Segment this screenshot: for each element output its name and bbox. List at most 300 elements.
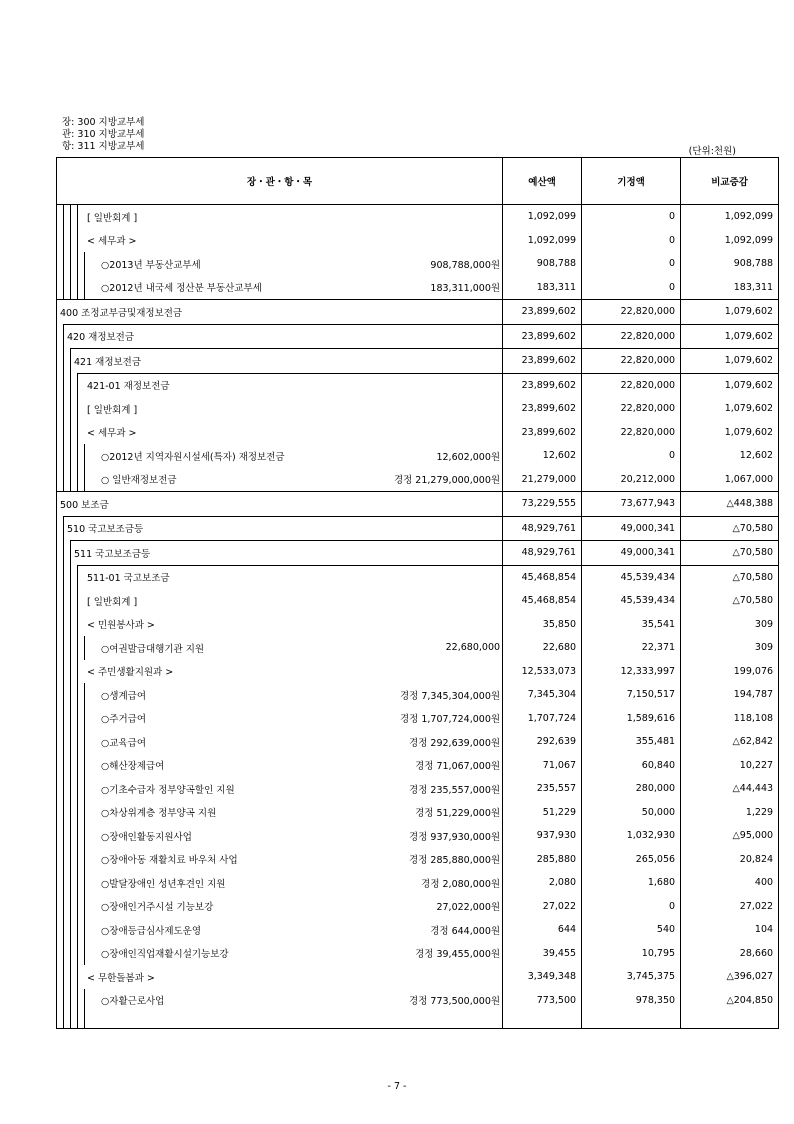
indent-cell — [64, 707, 71, 731]
table-row — [57, 589, 779, 613]
table-row — [57, 444, 779, 468]
indent-cell — [57, 660, 64, 684]
row-label: ○차상위계층 정부양곡 지원 — [85, 801, 325, 825]
hang-line: 항: 311 지방교부세 — [62, 141, 145, 152]
table-row — [57, 683, 779, 707]
table-row — [57, 349, 779, 374]
row-amount: 경정 285,880,000원 — [409, 855, 501, 867]
row-amount — [325, 565, 503, 589]
indent-cell — [71, 918, 78, 942]
row-budget: 23,899,602 — [503, 324, 582, 349]
row-budget: 48,929,761 — [503, 541, 582, 566]
col-prior-header: 기정액 — [582, 158, 681, 205]
row-prior: 0 — [582, 895, 681, 919]
row-label: < 민원봉사과 > — [78, 613, 325, 637]
row-diff: △70,580 — [681, 565, 779, 589]
table-row — [57, 300, 779, 325]
indent-cell — [64, 589, 71, 613]
indent-cell — [71, 613, 78, 637]
jang-line: 장: 300 지방교부세 — [62, 117, 145, 128]
indent-cell — [64, 421, 71, 445]
indent-cell — [71, 205, 78, 229]
row-label: 511 국고보조금등 — [71, 541, 325, 566]
indent-cell — [57, 989, 64, 1013]
table-row — [57, 492, 779, 517]
indent-cell — [57, 871, 64, 895]
indent-cell — [64, 848, 71, 872]
indent-cell — [57, 942, 64, 966]
indent-cell — [71, 824, 78, 848]
indent-cell — [57, 516, 64, 541]
row-label: ○생계급여 — [85, 683, 325, 707]
table-row — [57, 942, 779, 966]
row-label: < 주민생활지원과 > — [78, 660, 325, 684]
indent-cell — [64, 871, 71, 895]
row-diff: 1,067,000 — [681, 468, 779, 492]
indent-cell — [64, 754, 71, 778]
indent-cell — [64, 660, 71, 684]
row-budget: 73,229,555 — [503, 492, 582, 517]
indent-cell — [78, 918, 85, 942]
indent-cell — [64, 777, 71, 801]
row-diff: △396,027 — [681, 965, 779, 989]
indent-cell — [57, 229, 64, 253]
budget-table — [56, 157, 779, 1029]
row-amount: 경정 7,345,304,000원 — [399, 690, 501, 702]
indent-cell — [78, 636, 85, 660]
row-prior: 49,000,341 — [582, 516, 681, 541]
indent-cell — [57, 707, 64, 731]
row-diff: △70,580 — [681, 516, 779, 541]
row-diff: 1,229 — [681, 801, 779, 825]
row-amount — [325, 324, 503, 349]
row-prior: 7,150,517 — [582, 683, 681, 707]
row-prior: 12,333,997 — [582, 660, 681, 684]
indent-cell — [78, 276, 85, 300]
indent-cell — [64, 613, 71, 637]
table-row — [57, 660, 779, 684]
row-budget: 1,707,724 — [503, 707, 582, 731]
row-label: ○해산장제급여 — [85, 754, 325, 778]
indent-cell — [78, 848, 85, 872]
row-amount: 경정 773,500,000원 — [409, 996, 501, 1008]
row-prior: 35,541 — [582, 613, 681, 637]
indent-cell — [57, 468, 64, 492]
row-diff: 1,079,602 — [681, 373, 779, 397]
indent-cell — [57, 421, 64, 445]
row-budget: 3,349,348 — [503, 965, 582, 989]
table-row — [57, 965, 779, 989]
row-budget: 12,602 — [503, 444, 582, 468]
row-amount — [325, 541, 503, 566]
indent-cell — [64, 918, 71, 942]
table-row — [57, 373, 779, 397]
indent-cell — [78, 730, 85, 754]
table-row — [57, 989, 779, 1013]
row-amount: 22,680,000 — [445, 642, 501, 654]
table-row — [57, 565, 779, 589]
row-prior: 355,481 — [582, 730, 681, 754]
table-row — [57, 848, 779, 872]
table-row — [57, 541, 779, 566]
indent-cell — [78, 871, 85, 895]
row-budget: 183,311 — [503, 276, 582, 300]
row-label: ○장애아동 재활치료 바우처 사업 — [85, 848, 325, 872]
row-diff: 10,227 — [681, 754, 779, 778]
unit-label: (단위:천원) — [688, 146, 736, 157]
row-amount — [325, 516, 503, 541]
indent-cell — [57, 777, 64, 801]
indent-cell — [78, 754, 85, 778]
row-prior: 978,350 — [582, 989, 681, 1013]
table-row — [57, 229, 779, 253]
row-prior: 1,589,616 — [582, 707, 681, 731]
row-prior: 73,677,943 — [582, 492, 681, 517]
row-diff: 28,660 — [681, 942, 779, 966]
indent-cell — [57, 754, 64, 778]
indent-cell — [64, 801, 71, 825]
table-row — [57, 636, 779, 660]
row-prior: 22,820,000 — [582, 349, 681, 374]
indent-cell — [57, 918, 64, 942]
table-row — [57, 205, 779, 229]
row-diff: 1,079,602 — [681, 324, 779, 349]
table-end-row — [57, 1012, 779, 1029]
row-label: ○ 일반재정보전금 — [85, 468, 325, 492]
row-diff: 12,602 — [681, 444, 779, 468]
indent-cell — [64, 397, 71, 421]
row-prior: 540 — [582, 918, 681, 942]
indent-cell — [71, 707, 78, 731]
col-budget-header: 예산액 — [503, 158, 582, 205]
col-item-header: 장・관・항・목 — [57, 158, 503, 205]
indent-cell — [71, 754, 78, 778]
row-diff: 1,092,099 — [681, 229, 779, 253]
row-budget: 23,899,602 — [503, 397, 582, 421]
row-diff: 118,108 — [681, 707, 779, 731]
row-amount — [325, 373, 503, 397]
indent-cell — [64, 683, 71, 707]
row-diff: △95,000 — [681, 824, 779, 848]
row-amount — [325, 589, 503, 613]
indent-cell — [64, 989, 71, 1013]
row-budget: 71,067 — [503, 754, 582, 778]
row-prior: 22,820,000 — [582, 300, 681, 325]
row-diff: 1,079,602 — [681, 397, 779, 421]
row-budget: 292,639 — [503, 730, 582, 754]
indent-cell — [71, 942, 78, 966]
row-amount — [325, 492, 503, 517]
row-prior: 22,371 — [582, 636, 681, 660]
row-amount — [325, 421, 503, 445]
col-diff-header: 비교증감 — [681, 158, 779, 205]
indent-cell — [64, 636, 71, 660]
row-label: 511-01 국고보조금 — [78, 565, 325, 589]
row-prior: 20,212,000 — [582, 468, 681, 492]
row-label: ○여권발급대행기관 지원 — [85, 636, 325, 660]
indent-cell — [64, 276, 71, 300]
indent-cell — [64, 965, 71, 989]
row-budget: 937,930 — [503, 824, 582, 848]
table-row — [57, 276, 779, 300]
row-amount: 경정 51,229,000원 — [415, 808, 501, 820]
table-row — [57, 824, 779, 848]
indent-cell — [71, 777, 78, 801]
row-prior: 22,820,000 — [582, 324, 681, 349]
row-amount — [325, 397, 503, 421]
row-budget: 285,880 — [503, 848, 582, 872]
row-prior: 60,840 — [582, 754, 681, 778]
row-diff: 183,311 — [681, 276, 779, 300]
row-diff: △70,580 — [681, 589, 779, 613]
row-amount — [325, 660, 503, 684]
row-prior: 22,820,000 — [582, 397, 681, 421]
row-diff: 908,788 — [681, 252, 779, 276]
indent-cell — [57, 205, 64, 229]
row-amount: 경정 937,930,000원 — [409, 831, 501, 843]
indent-cell — [57, 636, 64, 660]
row-diff: △70,580 — [681, 541, 779, 566]
row-prior: 0 — [582, 205, 681, 229]
row-prior: 0 — [582, 444, 681, 468]
row-budget: 7,345,304 — [503, 683, 582, 707]
indent-cell — [57, 349, 64, 374]
indent-cell — [71, 444, 78, 468]
row-amount — [325, 965, 503, 989]
table-row — [57, 252, 779, 276]
row-amount: 경정 21,279,000,000원 — [393, 475, 501, 487]
row-diff: 104 — [681, 918, 779, 942]
row-budget: 39,455 — [503, 942, 582, 966]
row-budget: 35,850 — [503, 613, 582, 637]
row-diff: 1,079,602 — [681, 300, 779, 325]
indent-cell — [57, 565, 64, 589]
indent-cell — [78, 989, 85, 1013]
indent-cell — [78, 252, 85, 276]
indent-cell — [71, 276, 78, 300]
indent-cell — [64, 824, 71, 848]
indent-cell — [57, 895, 64, 919]
table-row — [57, 801, 779, 825]
indent-cell — [64, 895, 71, 919]
indent-cell — [71, 397, 78, 421]
indent-cell — [57, 541, 64, 566]
indent-cell — [78, 468, 85, 492]
row-budget: 22,680 — [503, 636, 582, 660]
indent-cell — [57, 730, 64, 754]
indent-cell — [64, 252, 71, 276]
indent-cell — [57, 848, 64, 872]
row-label: 421 재정보전금 — [71, 349, 325, 374]
row-prior: 265,056 — [582, 848, 681, 872]
row-budget: 48,929,761 — [503, 516, 582, 541]
row-prior: 22,820,000 — [582, 421, 681, 445]
row-prior: 49,000,341 — [582, 541, 681, 566]
row-budget: 23,899,602 — [503, 421, 582, 445]
row-amount: 경정 71,067,000원 — [415, 761, 501, 773]
indent-cell — [71, 801, 78, 825]
row-diff: 1,079,602 — [681, 421, 779, 445]
indent-cell — [78, 895, 85, 919]
row-label: ○기초수급자 정부양곡할인 지원 — [85, 777, 325, 801]
row-budget: 12,533,073 — [503, 660, 582, 684]
row-budget: 1,092,099 — [503, 205, 582, 229]
indent-cell — [71, 229, 78, 253]
table-row — [57, 871, 779, 895]
table-header — [57, 158, 779, 205]
row-label: ○교육급여 — [85, 730, 325, 754]
row-prior: 280,000 — [582, 777, 681, 801]
table-row — [57, 707, 779, 731]
row-diff: △204,850 — [681, 989, 779, 1013]
row-prior: 50,000 — [582, 801, 681, 825]
row-budget: 773,500 — [503, 989, 582, 1013]
row-label: [ 일반회계 ] — [78, 397, 325, 421]
row-label: ○장애인활동지원사업 — [85, 824, 325, 848]
row-label: ○발달장애인 성년후견인 지원 — [85, 871, 325, 895]
indent-cell — [71, 421, 78, 445]
indent-cell — [78, 707, 85, 731]
indent-cell — [57, 252, 64, 276]
table-row — [57, 468, 779, 492]
table-row — [57, 918, 779, 942]
row-label: 420 재정보전금 — [64, 324, 325, 349]
page-number: - 7 - — [387, 1081, 407, 1092]
indent-cell — [57, 324, 64, 349]
row-diff: △62,842 — [681, 730, 779, 754]
table-row — [57, 895, 779, 919]
row-amount: 경정 2,080,000원 — [421, 878, 501, 890]
row-amount: 경정 644,000원 — [430, 925, 501, 937]
row-prior: 1,680 — [582, 871, 681, 895]
row-diff: 20,824 — [681, 848, 779, 872]
row-amount — [325, 349, 503, 374]
row-diff: 27,022 — [681, 895, 779, 919]
row-diff: 199,076 — [681, 660, 779, 684]
row-amount: 183,311,000원 — [430, 283, 501, 295]
row-amount — [325, 300, 503, 325]
indent-cell — [64, 942, 71, 966]
row-budget: 23,899,602 — [503, 349, 582, 374]
indent-cell — [57, 801, 64, 825]
indent-cell — [57, 373, 64, 397]
row-label: ○장애인거주시설 기능보강 — [85, 895, 325, 919]
indent-cell — [78, 777, 85, 801]
indent-cell — [64, 730, 71, 754]
indent-cell — [71, 871, 78, 895]
row-budget: 45,468,854 — [503, 565, 582, 589]
row-amount: 경정 39,455,000원 — [415, 949, 501, 961]
indent-cell — [57, 444, 64, 468]
indent-cell — [71, 373, 78, 397]
row-diff: △448,388 — [681, 492, 779, 517]
row-amount: 경정 235,557,000원 — [409, 784, 501, 796]
row-diff: 309 — [681, 636, 779, 660]
row-label: 510 국고보조금등 — [64, 516, 325, 541]
table-row — [57, 613, 779, 637]
table-row — [57, 777, 779, 801]
row-budget: 23,899,602 — [503, 300, 582, 325]
indent-cell — [64, 541, 71, 566]
indent-cell — [71, 965, 78, 989]
row-label: [ 일반회계 ] — [78, 589, 325, 613]
indent-cell — [71, 730, 78, 754]
row-amount: 27,022,000원 — [436, 902, 501, 914]
row-prior: 0 — [582, 229, 681, 253]
row-label: ○자활근로사업 — [85, 989, 325, 1013]
row-label: ○장애인직업재활시설기능보강 — [85, 942, 325, 966]
row-label: ○2012년 내국세 정산분 부동산교부세 — [85, 276, 325, 300]
indent-cell — [57, 613, 64, 637]
row-budget: 2,080 — [503, 871, 582, 895]
indent-cell — [64, 349, 71, 374]
indent-cell — [71, 895, 78, 919]
table-row — [57, 516, 779, 541]
indent-cell — [78, 801, 85, 825]
indent-cell — [71, 683, 78, 707]
indent-cell — [78, 683, 85, 707]
table-row — [57, 754, 779, 778]
table-row — [57, 324, 779, 349]
indent-cell — [57, 397, 64, 421]
indent-cell — [64, 373, 71, 397]
row-prior: 3,745,375 — [582, 965, 681, 989]
row-prior: 10,795 — [582, 942, 681, 966]
row-prior: 0 — [582, 276, 681, 300]
indent-cell — [64, 205, 71, 229]
row-prior: 45,539,434 — [582, 589, 681, 613]
row-prior: 1,032,930 — [582, 824, 681, 848]
row-amount — [325, 613, 503, 637]
row-budget: 908,788 — [503, 252, 582, 276]
row-budget: 23,899,602 — [503, 373, 582, 397]
indent-cell — [71, 468, 78, 492]
gwan-line: 관: 310 지방교부세 — [62, 129, 145, 140]
row-label: 400 조정교부금및재정보전금 — [57, 300, 325, 325]
indent-cell — [71, 989, 78, 1013]
row-prior: 22,820,000 — [582, 373, 681, 397]
indent-cell — [57, 276, 64, 300]
row-amount: 경정 1,707,724,000원 — [399, 714, 501, 726]
row-diff: △44,443 — [681, 777, 779, 801]
row-amount — [325, 229, 503, 253]
table-row — [57, 421, 779, 445]
indent-cell — [64, 565, 71, 589]
row-diff: 194,787 — [681, 683, 779, 707]
indent-cell — [57, 965, 64, 989]
row-label: < 세무과 > — [78, 421, 325, 445]
indent-cell — [71, 589, 78, 613]
row-budget: 51,229 — [503, 801, 582, 825]
row-amount: 경정 292,639,000원 — [409, 737, 501, 749]
row-prior: 45,539,434 — [582, 565, 681, 589]
row-label: 421-01 재정보전금 — [78, 373, 325, 397]
row-budget: 45,468,854 — [503, 589, 582, 613]
indent-cell — [64, 444, 71, 468]
row-label: ○장애등급심사제도운영 — [85, 918, 325, 942]
indent-cell — [71, 636, 78, 660]
row-budget: 235,557 — [503, 777, 582, 801]
row-budget: 27,022 — [503, 895, 582, 919]
row-diff: 1,092,099 — [681, 205, 779, 229]
row-budget: 644 — [503, 918, 582, 942]
indent-cell — [64, 229, 71, 253]
indent-cell — [57, 824, 64, 848]
indent-cell — [64, 468, 71, 492]
indent-cell — [57, 683, 64, 707]
row-amount: 12,602,000원 — [436, 451, 501, 463]
row-label: [ 일반회계 ] — [78, 205, 325, 229]
